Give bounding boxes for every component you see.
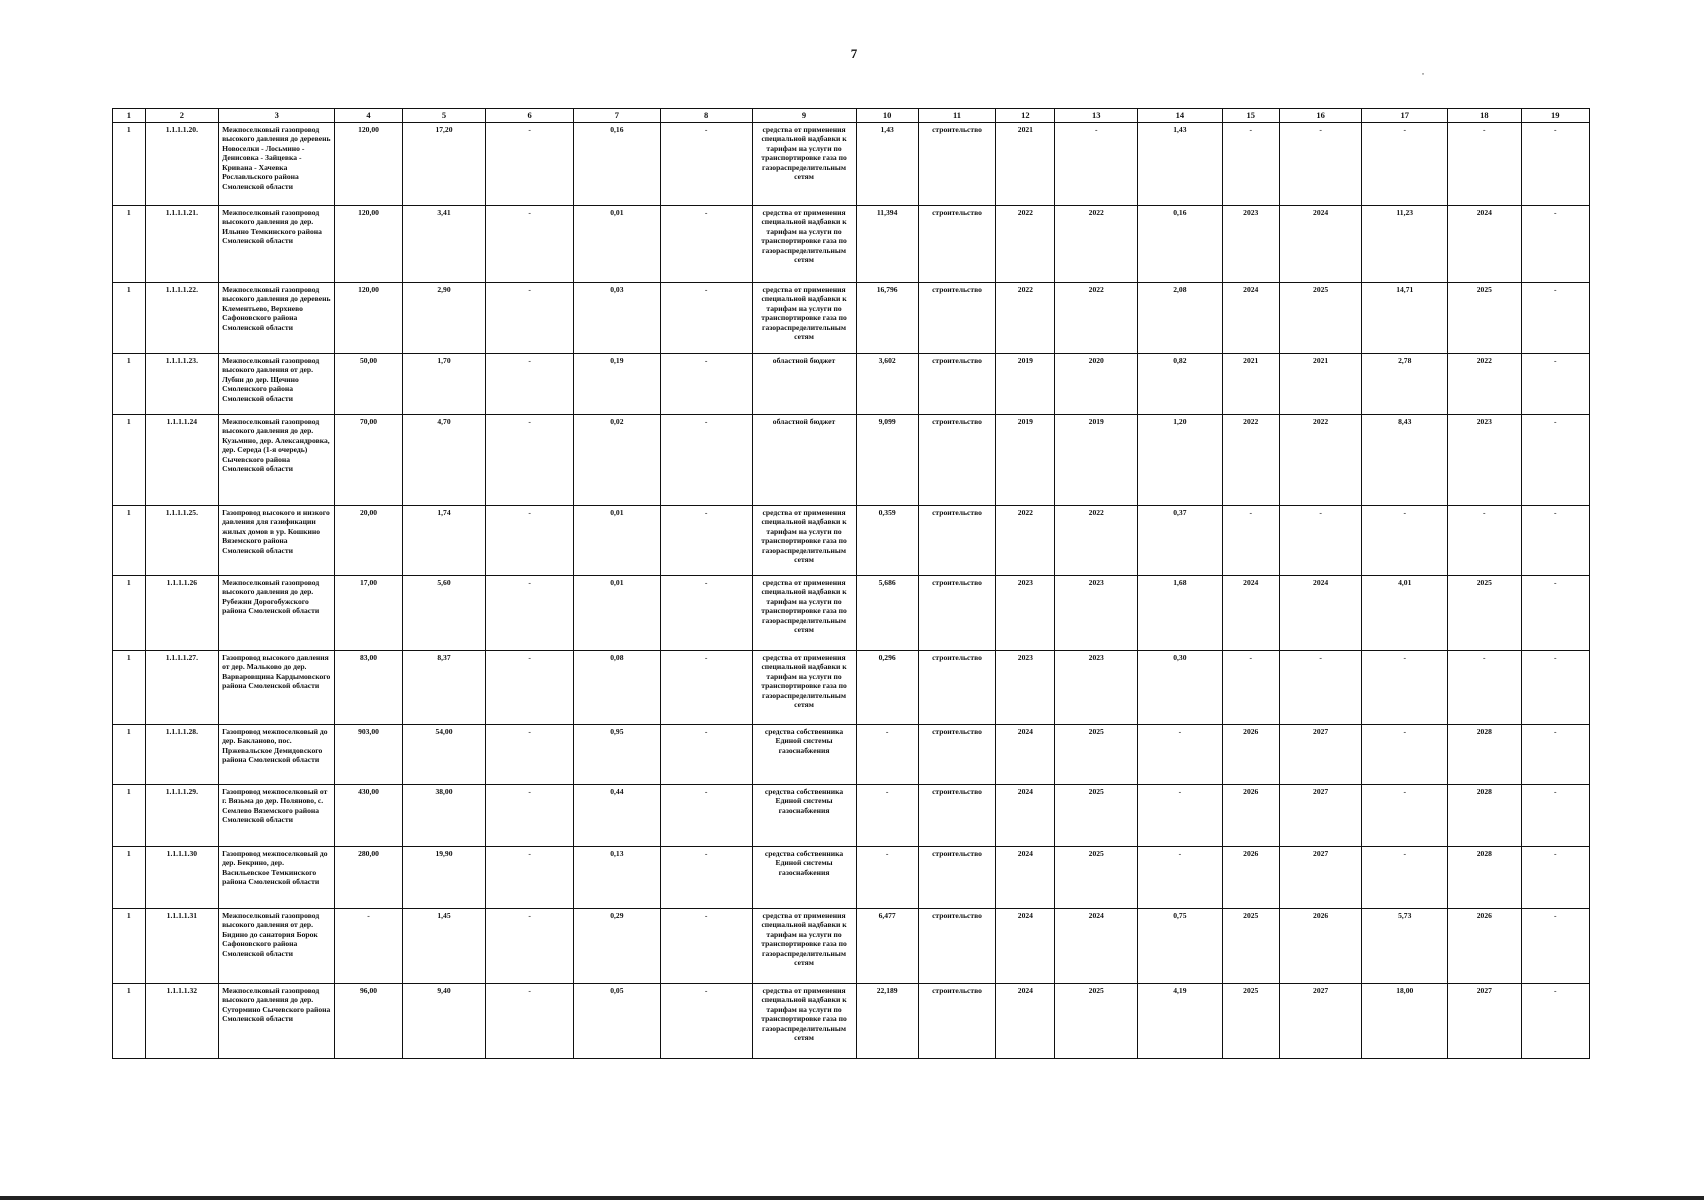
table-cell: - xyxy=(1279,650,1362,724)
table-cell: 2025 xyxy=(1222,908,1279,983)
table-cell: строительство xyxy=(918,282,996,353)
table-cell: 2,08 xyxy=(1138,282,1223,353)
table-cell: 2023 xyxy=(1055,650,1138,724)
table-cell: 17,20 xyxy=(402,122,486,205)
column-number-cell: 14 xyxy=(1138,109,1223,123)
table-cell: 0,03 xyxy=(574,282,661,353)
table-cell: 2027 xyxy=(1448,983,1521,1058)
table-cell: 2024 xyxy=(1055,908,1138,983)
table-cell: - xyxy=(1521,846,1589,908)
column-number-cell: 10 xyxy=(856,109,918,123)
table-cell: 2027 xyxy=(1279,784,1362,846)
column-number-cell: 4 xyxy=(335,109,402,123)
table-cell: - xyxy=(660,724,752,784)
table-cell: 2021 xyxy=(1279,353,1362,414)
table-cell: - xyxy=(1521,724,1589,784)
table-cell: строительство xyxy=(918,983,996,1058)
table-cell: - xyxy=(1222,122,1279,205)
table-cell: 1.1.1.1.31 xyxy=(145,908,218,983)
table-row xyxy=(113,414,1590,505)
table-cell: 2019 xyxy=(996,353,1055,414)
table-cell: 2021 xyxy=(996,122,1055,205)
table-cell: - xyxy=(1521,505,1589,575)
table-cell: 2025 xyxy=(1055,983,1138,1058)
table-cell: - xyxy=(1521,650,1589,724)
column-number-cell: 9 xyxy=(752,109,856,123)
table-cell: 1 xyxy=(113,908,146,983)
table-cell: - xyxy=(660,414,752,505)
column-number-cell: 19 xyxy=(1521,109,1589,123)
table-cell: средства от применения специальной надбавки к тарифам на услуги по транспортировке газа по газораспределительным сетям xyxy=(752,983,856,1058)
table-cell: - xyxy=(1521,983,1589,1058)
table-cell: 2026 xyxy=(1448,908,1521,983)
table-cell: Межпоселковый газопровод высокого давления до дер. Сутормино Сычевского района Смоленской области xyxy=(219,983,335,1058)
table-cell: 2026 xyxy=(1222,724,1279,784)
table-cell: 1,20 xyxy=(1138,414,1223,505)
table-cell: 1 xyxy=(113,205,146,282)
table-cell: - xyxy=(486,205,574,282)
table-cell: 2019 xyxy=(996,414,1055,505)
table-cell: Газопровод межпоселковый от г. Вязьма до дер. Поляново, с. Семлево Вяземского района Смоленской области xyxy=(219,784,335,846)
table-cell: - xyxy=(486,983,574,1058)
column-number-cell: 5 xyxy=(402,109,486,123)
table-cell: строительство xyxy=(918,784,996,846)
table-cell: - xyxy=(486,908,574,983)
table-cell: - xyxy=(1055,122,1138,205)
column-number-cell: 16 xyxy=(1279,109,1362,123)
table-cell: 0,01 xyxy=(574,575,661,650)
table-cell: 2024 xyxy=(1222,575,1279,650)
table-cell: 1,43 xyxy=(1138,122,1223,205)
table-cell: 2025 xyxy=(1055,724,1138,784)
table-cell: 2024 xyxy=(996,983,1055,1058)
table-cell: - xyxy=(1279,505,1362,575)
table-cell: 4,01 xyxy=(1362,575,1448,650)
table-cell: 38,00 xyxy=(402,784,486,846)
table-cell: областной бюджет xyxy=(752,414,856,505)
table-cell: 3,602 xyxy=(856,353,918,414)
table-cell: 1.1.1.1.22. xyxy=(145,282,218,353)
table-cell: - xyxy=(856,846,918,908)
table-cell: - xyxy=(660,205,752,282)
table-cell: 0,01 xyxy=(574,205,661,282)
table-cell: 0,75 xyxy=(1138,908,1223,983)
table-cell: 1.1.1.1.26 xyxy=(145,575,218,650)
table-cell: 2027 xyxy=(1279,724,1362,784)
table-cell: 1.1.1.1.28. xyxy=(145,724,218,784)
table-cell: - xyxy=(1448,505,1521,575)
table-cell: - xyxy=(660,282,752,353)
table-cell: - xyxy=(660,784,752,846)
table-cell: 2024 xyxy=(1222,282,1279,353)
table-cell: 5,73 xyxy=(1362,908,1448,983)
table-cell: - xyxy=(486,505,574,575)
table-cell: - xyxy=(486,282,574,353)
table-cell: 1 xyxy=(113,650,146,724)
table-cell: 1.1.1.1.24 xyxy=(145,414,218,505)
table-cell: 1.1.1.1.32 xyxy=(145,983,218,1058)
table-cell: 17,00 xyxy=(335,575,402,650)
table-cell: - xyxy=(1521,205,1589,282)
table-cell: - xyxy=(486,784,574,846)
table-cell: 1 xyxy=(113,846,146,908)
table-row xyxy=(113,505,1590,575)
table-cell: средства собственника Единой системы газоснабжения xyxy=(752,724,856,784)
table-cell: Межпоселковый газопровод высокого давления от дер. Бидино до санатория Борок Сафоновского района Смоленской области xyxy=(219,908,335,983)
table-cell: 2023 xyxy=(1055,575,1138,650)
table-cell: 120,00 xyxy=(335,122,402,205)
table-cell: 0,05 xyxy=(574,983,661,1058)
table-cell: 50,00 xyxy=(335,353,402,414)
table-cell: 1 xyxy=(113,575,146,650)
table-cell: строительство xyxy=(918,205,996,282)
table-cell: 9,099 xyxy=(856,414,918,505)
table-cell: - xyxy=(1521,414,1589,505)
table-cell: 2024 xyxy=(996,724,1055,784)
table-cell: 120,00 xyxy=(335,282,402,353)
table-cell: - xyxy=(1279,122,1362,205)
table-row xyxy=(113,353,1590,414)
table-cell: 20,00 xyxy=(335,505,402,575)
table-cell: - xyxy=(486,353,574,414)
table-cell: 2022 xyxy=(1055,282,1138,353)
table-cell: - xyxy=(1521,575,1589,650)
table-cell: 2024 xyxy=(1279,205,1362,282)
table-cell: 2024 xyxy=(996,846,1055,908)
table-cell: - xyxy=(486,122,574,205)
table-cell: 2,90 xyxy=(402,282,486,353)
table-cell: 96,00 xyxy=(335,983,402,1058)
bottom-rule xyxy=(0,1196,1704,1200)
table-cell: - xyxy=(1362,122,1448,205)
table-cell: 1 xyxy=(113,983,146,1058)
table-cell: 2,78 xyxy=(1362,353,1448,414)
table-row xyxy=(113,282,1590,353)
table-cell: - xyxy=(1521,282,1589,353)
table-cell: - xyxy=(660,983,752,1058)
stray-mark: ˙ xyxy=(1421,70,1425,84)
table-cell: 2028 xyxy=(1448,724,1521,784)
table-cell: - xyxy=(660,122,752,205)
table-cell: 1 xyxy=(113,505,146,575)
table-cell: 1.1.1.1.29. xyxy=(145,784,218,846)
table-cell: 0,95 xyxy=(574,724,661,784)
table-cell: 2022 xyxy=(1055,205,1138,282)
table-row xyxy=(113,205,1590,282)
table-cell: - xyxy=(856,784,918,846)
table-cell: Межпоселковый газопровод высокого давления до дер. Кузьмино, дер. Александровка, дер. Середа (1-я очередь) Сычевского района Смоленской области xyxy=(219,414,335,505)
table-cell: Межпоселковый газопровод высокого давления до деревень Новоселки - Лосьмино - Денисовка - Зайцевка - Кривана - Хачевка Рославльского района Смоленской области xyxy=(219,122,335,205)
table-row xyxy=(113,908,1590,983)
table-cell: строительство xyxy=(918,650,996,724)
column-number-cell: 1 xyxy=(113,109,146,123)
column-number-cell: 13 xyxy=(1055,109,1138,123)
table-cell: 1,70 xyxy=(402,353,486,414)
table-cell: Межпоселковый газопровод высокого давления до дер. Рубежни Дорогобужского района Смоленской области xyxy=(219,575,335,650)
table-cell: 2022 xyxy=(1055,505,1138,575)
table-cell: - xyxy=(660,846,752,908)
table-cell: - xyxy=(1448,122,1521,205)
table-row xyxy=(113,784,1590,846)
table-cell: - xyxy=(660,353,752,414)
table-cell: 2025 xyxy=(1055,784,1138,846)
table-cell: - xyxy=(1448,650,1521,724)
table-cell: 2022 xyxy=(1279,414,1362,505)
table-cell: - xyxy=(856,724,918,784)
gasification-plan-table xyxy=(112,108,1590,1059)
table-cell: строительство xyxy=(918,122,996,205)
column-number-cell: 15 xyxy=(1222,109,1279,123)
table-cell: строительство xyxy=(918,575,996,650)
table-cell: 1.1.1.1.20. xyxy=(145,122,218,205)
table-cell: 2028 xyxy=(1448,784,1521,846)
table-cell: 0,16 xyxy=(574,122,661,205)
table-cell: 1.1.1.1.25. xyxy=(145,505,218,575)
table-cell: 0,37 xyxy=(1138,505,1223,575)
table-cell: 2025 xyxy=(1448,575,1521,650)
table-cell: 2025 xyxy=(1448,282,1521,353)
table-cell: 2022 xyxy=(996,282,1055,353)
table-cell: 1,43 xyxy=(856,122,918,205)
table-cell: 5,60 xyxy=(402,575,486,650)
table-cell: - xyxy=(486,724,574,784)
table-cell: 54,00 xyxy=(402,724,486,784)
table-cell: средства от применения специальной надбавки к тарифам на услуги по транспортировке газа по газораспределительным сетям xyxy=(752,122,856,205)
table-cell: Межпоселковый газопровод высокого давления до деревень Клементьево, Верхнево Сафоновского района Смоленской области xyxy=(219,282,335,353)
column-number-cell: 2 xyxy=(145,109,218,123)
table-cell: 0,44 xyxy=(574,784,661,846)
table-cell: 1 xyxy=(113,784,146,846)
table-cell: областной бюджет xyxy=(752,353,856,414)
table-cell: 1 xyxy=(113,724,146,784)
column-number-cell: 11 xyxy=(918,109,996,123)
table-cell: - xyxy=(486,414,574,505)
table-cell: 2023 xyxy=(1448,414,1521,505)
table-cell: 1.1.1.1.27. xyxy=(145,650,218,724)
table-cell: - xyxy=(1138,724,1223,784)
table-cell: 2019 xyxy=(1055,414,1138,505)
table-cell: 14,71 xyxy=(1362,282,1448,353)
table-cell: - xyxy=(1362,724,1448,784)
column-number-cell: 8 xyxy=(660,109,752,123)
table-cell: строительство xyxy=(918,908,996,983)
table-cell: 0,296 xyxy=(856,650,918,724)
table-cell: строительство xyxy=(918,505,996,575)
table-cell: 0,30 xyxy=(1138,650,1223,724)
table-cell: 120,00 xyxy=(335,205,402,282)
table-cell: 11,394 xyxy=(856,205,918,282)
table-cell: - xyxy=(486,846,574,908)
table-cell: - xyxy=(1138,846,1223,908)
table-cell: средства от применения специальной надбавки к тарифам на услуги по транспортировке газа по газораспределительным сетям xyxy=(752,282,856,353)
table-cell: 9,40 xyxy=(402,983,486,1058)
table-cell: 11,23 xyxy=(1362,205,1448,282)
table-cell: 18,00 xyxy=(1362,983,1448,1058)
table-cell: 2025 xyxy=(1055,846,1138,908)
table-cell: 2022 xyxy=(996,505,1055,575)
header-row xyxy=(113,109,1590,123)
column-number-cell: 17 xyxy=(1362,109,1448,123)
table-cell: - xyxy=(1521,784,1589,846)
table-cell: - xyxy=(1362,650,1448,724)
table-row xyxy=(113,650,1590,724)
table-cell: 1,68 xyxy=(1138,575,1223,650)
table-cell: 2023 xyxy=(996,575,1055,650)
table-cell: 8,37 xyxy=(402,650,486,724)
table-cell: 0,359 xyxy=(856,505,918,575)
table-cell: 2020 xyxy=(1055,353,1138,414)
table-cell: - xyxy=(486,575,574,650)
table-cell: - xyxy=(660,575,752,650)
table-cell: 903,00 xyxy=(335,724,402,784)
table-cell: 2024 xyxy=(996,784,1055,846)
table-body xyxy=(113,109,1590,1059)
table-cell: - xyxy=(1138,784,1223,846)
table-cell: 0,13 xyxy=(574,846,661,908)
table-cell: 70,00 xyxy=(335,414,402,505)
table-cell: 2024 xyxy=(1279,575,1362,650)
column-number-cell: 12 xyxy=(996,109,1055,123)
table-cell: 2027 xyxy=(1279,846,1362,908)
table-row xyxy=(113,983,1590,1058)
table-row xyxy=(113,846,1590,908)
table-cell: Межпоселковый газопровод высокого давления от дер. Лубни до дер. Щечино Смоленского района Смоленской области xyxy=(219,353,335,414)
table-cell: 2026 xyxy=(1222,784,1279,846)
table-cell: 1,74 xyxy=(402,505,486,575)
table-cell: - xyxy=(1521,908,1589,983)
table-cell: - xyxy=(1362,846,1448,908)
table-cell: - xyxy=(335,908,402,983)
table-cell: 2025 xyxy=(1279,282,1362,353)
table-cell: - xyxy=(660,505,752,575)
table-cell: 22,189 xyxy=(856,983,918,1058)
table-cell: 2027 xyxy=(1279,983,1362,1058)
table-cell: Газопровод высокого и низкого давления для газификации жилых домов в ур. Кошкино Вяземского района Смоленской области xyxy=(219,505,335,575)
table-cell: 0,82 xyxy=(1138,353,1223,414)
table-cell: 1 xyxy=(113,122,146,205)
table-cell: 16,796 xyxy=(856,282,918,353)
table-cell: 280,00 xyxy=(335,846,402,908)
table-cell: средства от применения специальной надбавки к тарифам на услуги по транспортировке газа по газораспределительным сетям xyxy=(752,908,856,983)
table-cell: Газопровод межпоселковый до дер. Бекрино, дер. Васильевское Темкинского района Смоленской области xyxy=(219,846,335,908)
table-cell: 3,41 xyxy=(402,205,486,282)
table-cell: 2024 xyxy=(1448,205,1521,282)
table-cell: средства собственника Единой системы газоснабжения xyxy=(752,846,856,908)
page-number: 7 xyxy=(850,46,858,61)
table-cell: 2021 xyxy=(1222,353,1279,414)
table-cell: 0,29 xyxy=(574,908,661,983)
table-cell: 2026 xyxy=(1279,908,1362,983)
table-cell: 2023 xyxy=(1222,205,1279,282)
column-number-cell: 7 xyxy=(574,109,661,123)
table-cell: Межпоселковый газопровод высокого давления до дер. Ильино Темкинского района Смоленской области xyxy=(219,205,335,282)
table-cell: строительство xyxy=(918,846,996,908)
table-cell: 1.1.1.1.30 xyxy=(145,846,218,908)
table-cell: - xyxy=(1222,505,1279,575)
table-cell: строительство xyxy=(918,414,996,505)
table-cell: строительство xyxy=(918,353,996,414)
table-cell: - xyxy=(486,650,574,724)
table-cell: 1 xyxy=(113,353,146,414)
table-cell: 2026 xyxy=(1222,846,1279,908)
table-cell: средства от применения специальной надбавки к тарифам на услуги по транспортировке газа по газораспределительным сетям xyxy=(752,650,856,724)
table-cell: средства от применения специальной надбавки к тарифам на услуги по транспортировке газа по газораспределительным сетям xyxy=(752,505,856,575)
table-row xyxy=(113,122,1590,205)
table-cell: 2022 xyxy=(1448,353,1521,414)
table-row xyxy=(113,724,1590,784)
table-row xyxy=(113,575,1590,650)
table-cell: 0,19 xyxy=(574,353,661,414)
table-cell: средства собственника Единой системы газоснабжения xyxy=(752,784,856,846)
table-cell: 2023 xyxy=(996,650,1055,724)
table-cell: средства от применения специальной надбавки к тарифам на услуги по транспортировке газа по газораспределительным сетям xyxy=(752,205,856,282)
table-cell: 5,686 xyxy=(856,575,918,650)
table-cell: Газопровод высокого давления от дер. Мальково до дер. Варваровщина Кардымовского района Смоленской области xyxy=(219,650,335,724)
table-cell: 1 xyxy=(113,282,146,353)
table-cell: 4,19 xyxy=(1138,983,1223,1058)
table-cell: 1 xyxy=(113,414,146,505)
table-cell: 4,70 xyxy=(402,414,486,505)
table-cell: 2025 xyxy=(1222,983,1279,1058)
table-cell: 2022 xyxy=(996,205,1055,282)
table-cell: 19,90 xyxy=(402,846,486,908)
table-cell: 1.1.1.1.21. xyxy=(145,205,218,282)
table-cell: - xyxy=(1362,505,1448,575)
table-cell: - xyxy=(660,650,752,724)
column-number-cell: 18 xyxy=(1448,109,1521,123)
table-cell: - xyxy=(660,908,752,983)
column-number-cell: 3 xyxy=(219,109,335,123)
table-cell: - xyxy=(1222,650,1279,724)
table-cell: 0,02 xyxy=(574,414,661,505)
table-cell: средства от применения специальной надбавки к тарифам на услуги по транспортировке газа по газораспределительным сетям xyxy=(752,575,856,650)
table-cell: 1.1.1.1.23. xyxy=(145,353,218,414)
table-cell: 0,08 xyxy=(574,650,661,724)
table-cell: - xyxy=(1362,784,1448,846)
table-cell: 8,43 xyxy=(1362,414,1448,505)
table-cell: 430,00 xyxy=(335,784,402,846)
table-cell: - xyxy=(1521,353,1589,414)
table-cell: 2024 xyxy=(996,908,1055,983)
table-cell: 1,45 xyxy=(402,908,486,983)
column-number-cell: 6 xyxy=(486,109,574,123)
table-cell: строительство xyxy=(918,724,996,784)
table-cell: 6,477 xyxy=(856,908,918,983)
table-cell: 0,01 xyxy=(574,505,661,575)
table-cell: 0,16 xyxy=(1138,205,1223,282)
table-cell: Газопровод межпоселковый до дер. Бакланово, пос. Пржевальское Демидовского района Смоленской области xyxy=(219,724,335,784)
table-cell: 2022 xyxy=(1222,414,1279,505)
table-cell: 2028 xyxy=(1448,846,1521,908)
table-cell: 83,00 xyxy=(335,650,402,724)
table-cell: - xyxy=(1521,122,1589,205)
